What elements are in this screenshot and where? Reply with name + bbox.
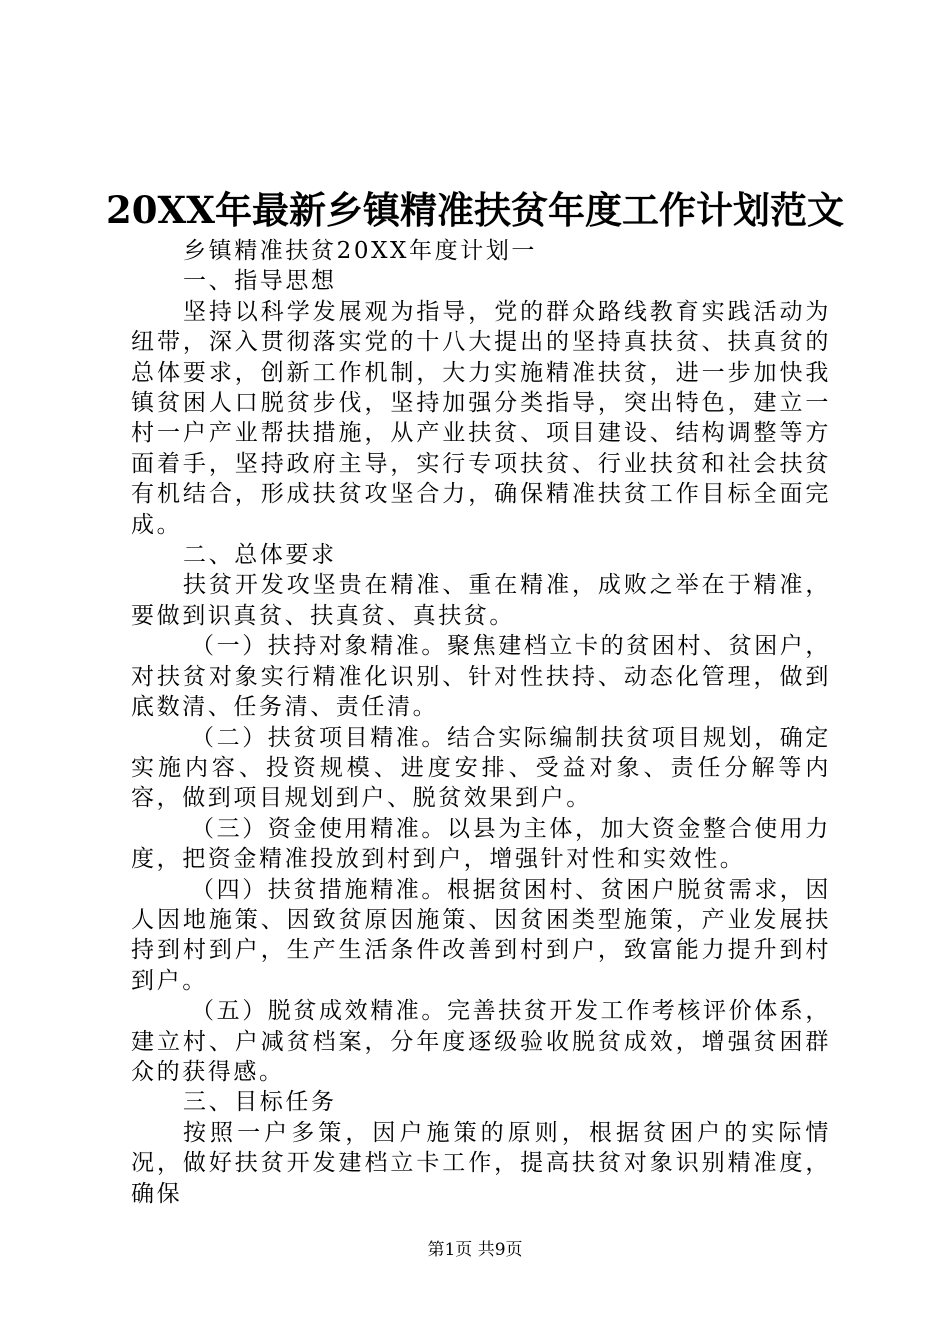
section-subtitle: 乡镇精准扶贫20XX年度计划一 xyxy=(183,238,538,264)
page-number-footer: 第1页 共9页 xyxy=(427,1240,523,1260)
paragraph-item-5: （五）脱贫成效精准。完善扶贫开发工作考核评价体系，建立村、户减贫档案，分年度逐级验收脱贫成效，增强贫困群众的获得感。 xyxy=(131,998,831,1085)
paragraph-guiding-ideology: 坚持以科学发展观为指导，党的群众路线教育实践活动为纽带，深入贯彻落实党的十八大提出的坚持真扶贫、扶真贫的总体要求，创新工作机制，大力实施精准扶贫，进一步加快我镇贫困人口脱贫步伐，坚持加强分类指导，突出特色，建立一村一户产业帮扶措施，从产业扶贫、项目建设、结构调整等方面着手，坚持政府主导，实行专项扶贫、行业扶贫和社会扶贫有机结合，形成扶贫攻坚合力，确保精准扶贫工作目标全面完成。 xyxy=(131,298,831,538)
paragraph-target-tasks: 按照一户多策，因户施策的原则，根据贫困户的实际情况，做好扶贫开发建档立卡工作，提高扶贫对象识别精准度，确保 xyxy=(131,1119,831,1207)
heading-target-tasks: 三、目标任务 xyxy=(183,1089,337,1116)
paragraph-overall-requirements: 扶贫开发攻坚贵在精准、重在精准，成败之举在于精准，要做到识真贫、扶真贫、真扶贫。 xyxy=(131,572,831,629)
paragraph-item-1: （一）扶持对象精准。聚焦建档立卡的贫困村、贫困户，对扶贫对象实行精准化识别、针对性扶持、动态化管理，做到底数清、任务清、责任清。 xyxy=(131,633,831,721)
heading-overall-requirements: 二、总体要求 xyxy=(183,542,337,569)
document-title: 20XX年最新乡镇精准扶贫年度工作计划范文 xyxy=(106,188,844,232)
heading-guiding-ideology: 一、指导思想 xyxy=(183,268,337,295)
paragraph-item-4: （四）扶贫措施精准。根据贫困村、贫困户脱贫需求，因人因地施策、因致贫原因施策、因贫困类型施策，产业发展扶持到村到户，生产生活条件改善到村到户，致富能力提升到村到户。 xyxy=(131,876,831,994)
paragraph-item-3: （三）资金使用精准。以县为主体，加大资金整合使用力度，把资金精准投放到村到户，增强针对性和实效性。 xyxy=(131,815,831,873)
document-body xyxy=(131,236,831,1209)
paragraph-item-2: （二）扶贫项目精准。结合实际编制扶贫项目规划，确定实施内容、投资规模、进度安排、受益对象、责任分解等内容，做到项目规划到户、脱贫效果到户。 xyxy=(131,724,831,812)
